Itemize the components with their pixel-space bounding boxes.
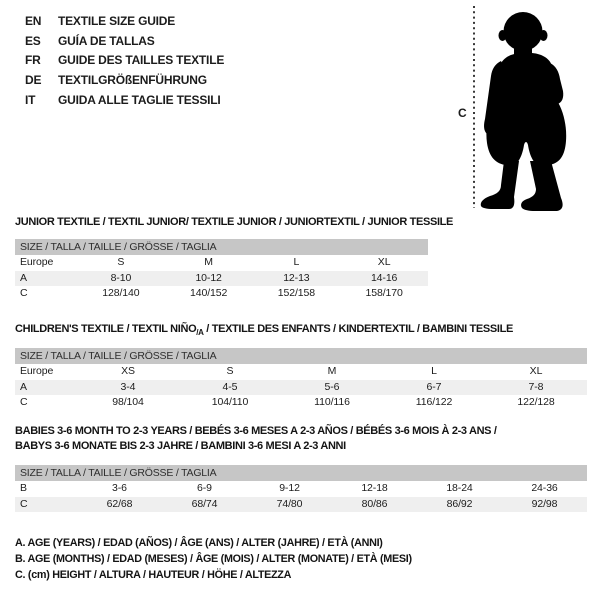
- value-cell: 3-4: [120, 380, 136, 393]
- value-cell: 104/110: [211, 396, 249, 409]
- title-text: / TEXTILE DES ENFANTS / KINDERTEXTIL / BAMBINI TESSILE: [203, 323, 513, 335]
- value-cell: 122/128: [517, 396, 555, 409]
- value-cell: 7-8: [528, 380, 544, 393]
- value-cell: 8-10: [110, 271, 132, 284]
- title-subscript: /A: [196, 328, 204, 338]
- legend-line-a: A. AGE (YEARS) / EDAD (AÑOS) / ÂGE (ANS) / ALTER (JAHRE) / ETÀ (ANNI): [15, 537, 383, 549]
- column-header: L: [431, 365, 437, 378]
- language-row-en: [25, 11, 224, 31]
- value-cell: 10-12: [195, 271, 222, 284]
- value-cell: 12-13: [283, 271, 310, 284]
- table-header-row: [15, 255, 428, 271]
- value-cell: 98/104: [112, 396, 144, 409]
- childrens-table-title: [15, 323, 587, 339]
- table-row-height: [15, 497, 587, 513]
- language-title: TEXTILE SIZE GUIDE: [58, 13, 176, 28]
- row-label: C: [20, 497, 28, 510]
- table-row-age: [15, 380, 587, 396]
- legend: [15, 536, 412, 583]
- height-measure-label: C: [458, 106, 467, 120]
- language-code: EN: [25, 13, 42, 28]
- column-header: S: [117, 256, 125, 268]
- title-text: CHILDREN'S TEXTILE / TEXTIL NIÑO: [15, 323, 197, 335]
- column-header: M: [204, 256, 213, 268]
- junior-textile-section: [15, 216, 454, 302]
- value-cell: 74/80: [276, 497, 303, 510]
- language-title: GUIDE DES TAILLES TEXTILE: [58, 53, 225, 68]
- value-cell: 68/74: [191, 497, 218, 510]
- babies-textile-section: [15, 424, 587, 512]
- language-code: DE: [25, 72, 42, 87]
- childrens-textile-section: [15, 323, 587, 411]
- size-header-bar: SIZE / TALLA / TAILLE / GRÖSSE / TAGLIA: [15, 239, 428, 255]
- table-row-height: [15, 286, 428, 302]
- language-code: IT: [25, 92, 36, 107]
- value-cell: 152/158: [277, 287, 315, 299]
- column-header: XL: [377, 256, 391, 268]
- column-header: XL: [529, 365, 543, 378]
- column-header: S: [226, 365, 234, 378]
- language-code: FR: [25, 53, 41, 68]
- value-cell: 4-5: [222, 380, 238, 393]
- value-cell: 12-18: [361, 482, 388, 494]
- row-label: C: [20, 396, 28, 409]
- language-title: TEXTILGRÖßENFÜHRUNG: [58, 72, 207, 87]
- language-code: ES: [25, 33, 41, 48]
- value-cell: 5-6: [324, 380, 340, 393]
- table-row-age-months: [15, 481, 587, 497]
- value-cell: 86/92: [446, 497, 473, 510]
- row-label: B: [20, 482, 27, 494]
- value-cell: 80/86: [361, 497, 388, 510]
- row-label: C: [20, 287, 28, 299]
- value-cell: 110/116: [314, 396, 350, 409]
- language-row-fr: [25, 50, 224, 70]
- value-cell: 9-12: [279, 482, 300, 494]
- table-row-height: [15, 395, 587, 411]
- title-line: BABIES 3-6 MONTH TO 2-3 YEARS / BEBÉS 3-6 MESES A 2-3 AÑOS / BÉBÉS 3-6 MOIS À 2-3 ANS /: [15, 425, 497, 437]
- value-cell: 6-7: [426, 380, 442, 393]
- language-list: [25, 11, 224, 109]
- value-cell: 14-16: [370, 271, 398, 284]
- value-cell: 92/98: [531, 497, 558, 510]
- row-label: A: [20, 380, 27, 393]
- table-row-age: [15, 271, 428, 287]
- value-cell: 18-24: [446, 482, 473, 494]
- value-cell: 6-9: [197, 482, 212, 494]
- size-header-bar: SIZE / TALLA / TAILLE / GRÖSSE / TAGLIA: [15, 465, 587, 481]
- language-title: GUIDA ALLE TAGLIE TESSILI: [58, 92, 221, 107]
- language-row-de: [25, 70, 224, 90]
- size-header-bar: SIZE / TALLA / TAILLE / GRÖSSE / TAGLIA: [15, 348, 587, 364]
- title-line: BABYS 3-6 MONATE BIS 2-3 JAHRE / BAMBINI 3-6 MESI A 2-3 ANNI: [15, 440, 346, 452]
- value-cell: 62/68: [106, 497, 133, 510]
- column-header: L: [293, 256, 300, 268]
- column-header: XS: [121, 365, 135, 378]
- height-measure-figure: [456, 3, 598, 217]
- column-header: M: [327, 365, 337, 378]
- language-row-it: [25, 90, 224, 110]
- value-cell: 24-36: [531, 482, 558, 494]
- baby-silhouette-icon: [468, 3, 595, 217]
- legend-line-b: B. AGE (MONTHS) / EDAD (MESES) / ÂGE (MOIS) / ALTER (MONATE) / ETÀ (MESI): [15, 552, 412, 565]
- babies-table-title: [15, 424, 587, 454]
- value-cell: 128/140: [102, 287, 140, 299]
- legend-line-c: C. (cm) HEIGHT / ALTURA / HAUTEUR / HÖHE / ALTEZZA: [15, 568, 292, 581]
- value-cell: 116/122: [415, 396, 453, 409]
- table-header-row: [15, 364, 587, 380]
- row-label: A: [20, 271, 27, 284]
- column-header: Europe: [20, 365, 54, 378]
- value-cell: 158/170: [365, 287, 403, 299]
- column-header: Europe: [20, 256, 54, 268]
- value-cell: 140/152: [189, 287, 228, 299]
- language-title: GUÍA DE TALLAS: [58, 33, 155, 48]
- baby-silhouette-shape: [481, 12, 566, 211]
- value-cell: 3-6: [112, 482, 127, 494]
- junior-table-title: JUNIOR TEXTILE / TEXTIL JUNIOR/ TEXTILE JUNIOR / JUNIORTEXTIL / JUNIOR TESSILE: [15, 216, 454, 228]
- language-row-es: [25, 31, 224, 51]
